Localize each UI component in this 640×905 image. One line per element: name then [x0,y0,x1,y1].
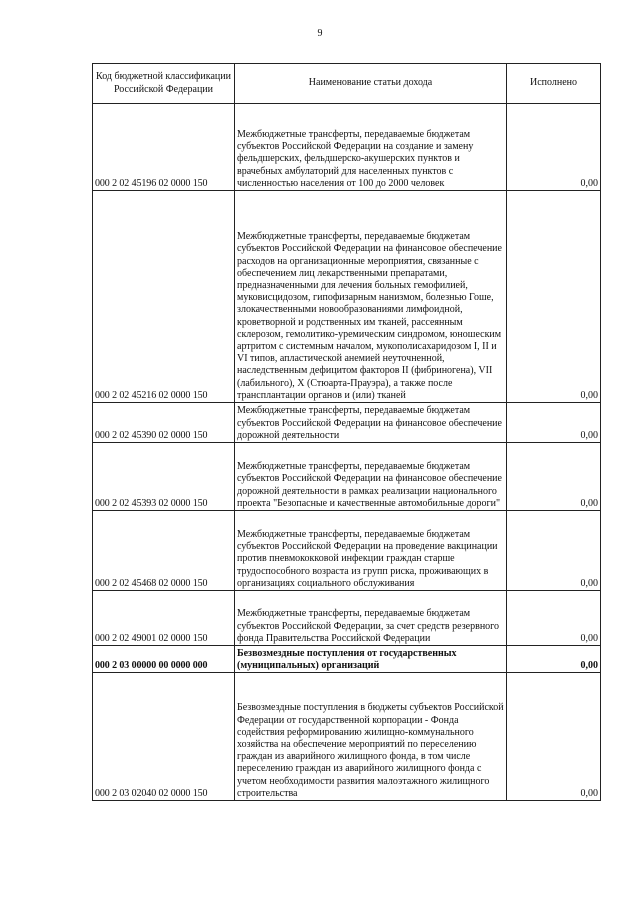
revenue-table [92,63,601,801]
executed-amount-cell: 0,00 [507,191,601,403]
table-row [93,511,601,591]
table-row [93,104,601,191]
revenue-item-name-cell: Межбюджетные трансферты, передаваемые бюджетам субъектов Российской Федерации на создание и замену фельдшерских, фельдшерско-акушерских пунктов и врачебных амбулаторий для населенных пунктов с численностью населения от 100 до 2000 человек [235,104,507,191]
table-row [93,591,601,646]
executed-amount-cell: 0,00 [507,646,601,673]
budget-code-cell: 000 2 03 02040 02 0000 150 [93,673,235,801]
revenue-item-name-cell: Безвозмездные поступления от государственных (муниципальных) организаций [235,646,507,673]
budget-code-cell: 000 2 02 45390 02 0000 150 [93,403,235,443]
revenue-item-name-cell: Межбюджетные трансферты, передаваемые бюджетам субъектов Российской Федерации, за счет средств резервного фонда Правительства Российской Федерации [235,591,507,646]
revenue-item-name-cell: Безвозмездные поступления в бюджеты субъектов Российской Федерации от государственной корпорации - Фонда содействия реформированию жилищно-коммунального хозяйства на обеспечение мероприятий по переселению граждан из аварийного жилищного фонда, в том числе переселению граждан из аварийного жилищного фонда с учетом необходимости развития малоэтажного жилищного строительства [235,673,507,801]
table-row [93,191,601,403]
budget-code-cell: 000 2 02 45468 02 0000 150 [93,511,235,591]
header-code: Код бюджетной классификации Российской Федерации [93,64,235,104]
table-row [93,673,601,801]
header-amount: Исполнено [507,64,601,104]
executed-amount-cell: 0,00 [507,511,601,591]
budget-code-cell: 000 2 02 45216 02 0000 150 [93,191,235,403]
table-row [93,443,601,511]
header-name: Наименование статьи дохода [235,64,507,104]
executed-amount-cell: 0,00 [507,403,601,443]
executed-amount-cell: 0,00 [507,104,601,191]
revenue-item-name-cell: Межбюджетные трансферты, передаваемые бюджетам субъектов Российской Федерации на финансовое обеспечение расходов на организационные мероприятия, связанные с обеспечением лиц лекарственными препаратами, предназначенными для лечения больных гемофилией, муковисцидозом, гипофизарным нанизмом, болезнью Гоше, злокачественными новообразованиями лимфоидной, кроветворной и родственных им тканей, рассеянным склерозом, гемолитико-уремическим синдромом, юношеским артритом с системным началом, мукополисахаридозом I, II и VI типов, апластической анемией неуточненной, наследственным дефицитом факторов II (фибриногена), VII (лабильного), X (Стюарта-Прауэра), а также после трансплантации органов и (или) тканей [235,191,507,403]
revenue-item-name-cell: Межбюджетные трансферты, передаваемые бюджетам субъектов Российской Федерации на финансовое обеспечение дорожной деятельности [235,403,507,443]
executed-amount-cell: 0,00 [507,443,601,511]
table-row-section [93,646,601,673]
budget-code-cell: 000 2 03 00000 00 0000 000 [93,646,235,673]
executed-amount-cell: 0,00 [507,591,601,646]
revenue-item-name-cell: Межбюджетные трансферты, передаваемые бюджетам субъектов Российской Федерации на финансовое обеспечение дорожной деятельности в рамках реализации национального проекта "Безопасные и качественные автомобильные дороги" [235,443,507,511]
revenue-item-name-cell: Межбюджетные трансферты, передаваемые бюджетам субъектов Российской Федерации на проведение вакцинации против пневмококковой инфекции граждан старше трудоспособного возраста из групп риска, проживающих в организациях социального обслуживания [235,511,507,591]
budget-code-cell: 000 2 02 45196 02 0000 150 [93,104,235,191]
budget-code-cell: 000 2 02 45393 02 0000 150 [93,443,235,511]
executed-amount-cell: 0,00 [507,673,601,801]
table-row [93,403,601,443]
page-number: 9 [317,28,323,39]
budget-code-cell: 000 2 02 49001 02 0000 150 [93,591,235,646]
table-header-row [93,64,601,104]
